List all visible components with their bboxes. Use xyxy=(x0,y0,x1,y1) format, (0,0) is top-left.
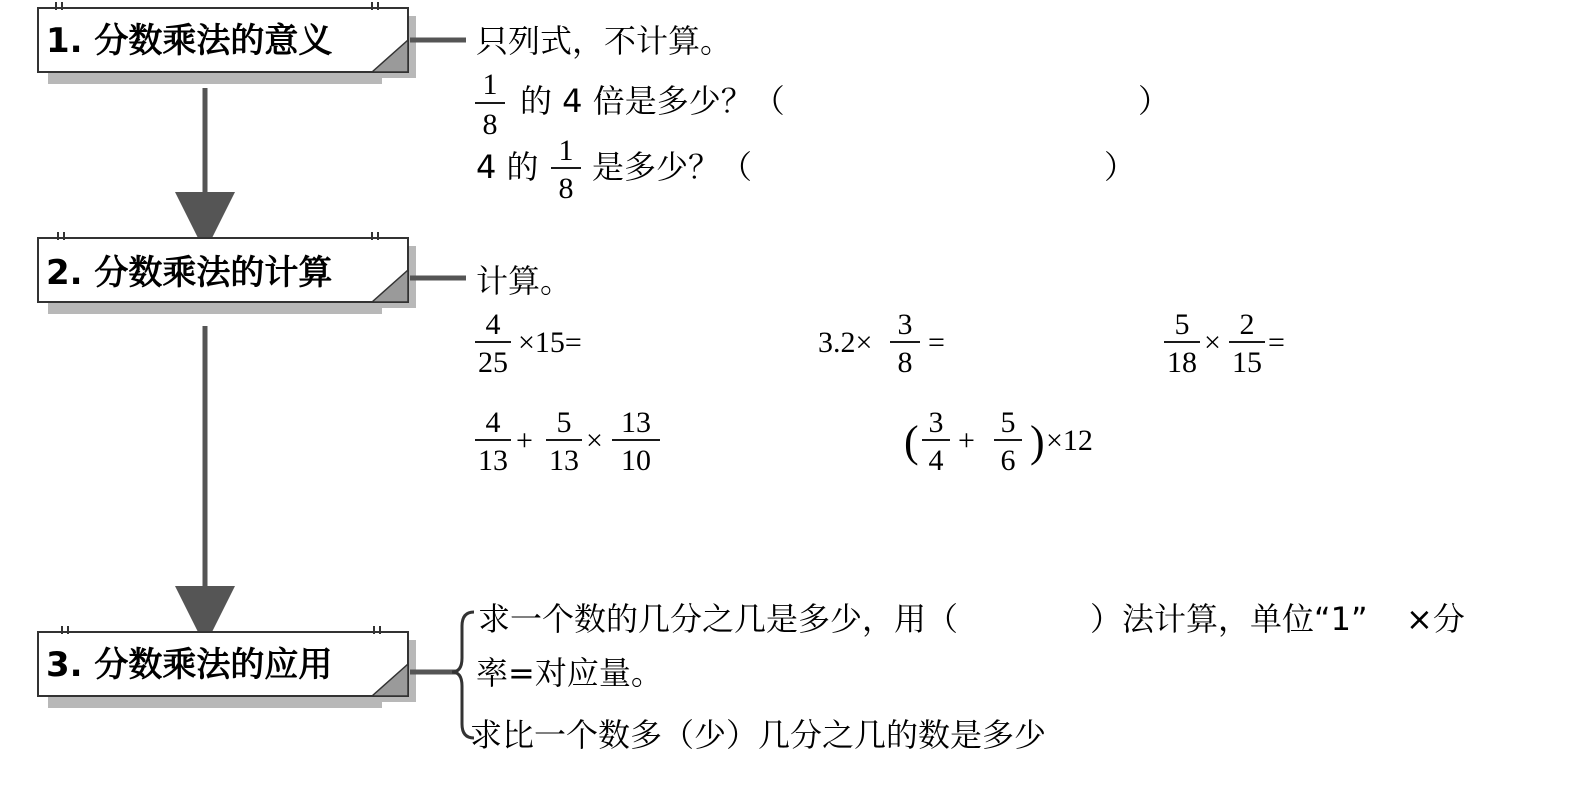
problem-5 xyxy=(904,406,1093,477)
p5-rparen: ) xyxy=(1030,417,1045,466)
p3-op: × xyxy=(1204,326,1221,359)
section-2-instruction: 计算。 xyxy=(476,262,573,300)
section-3-title: 3. 分数乘法的应用 xyxy=(46,645,333,685)
p4-n2: 5 xyxy=(556,406,572,439)
p1-num: 4 xyxy=(485,308,501,341)
application-line-2: 率=对应量。 xyxy=(476,654,663,692)
q2-frac-den: 8 xyxy=(558,172,574,205)
p4-n3: 13 xyxy=(621,406,651,439)
application-line-3: 求比一个数多（少）几分之几的数是多少 xyxy=(470,716,1047,754)
p5-n2: 5 xyxy=(1000,406,1016,439)
p3-rest: = xyxy=(1268,326,1285,359)
p3-n1: 5 xyxy=(1174,308,1190,341)
application-line-1b: ）法计算，单位“1” xyxy=(1090,600,1368,638)
p5-d2: 6 xyxy=(1000,444,1016,477)
application-line-1c: ×分 xyxy=(1406,600,1465,638)
p4-d1: 13 xyxy=(478,444,508,477)
q1-text: 的 4 倍是多少？（ xyxy=(520,82,785,120)
p2-rest: = xyxy=(928,326,945,359)
problem-1 xyxy=(475,308,582,379)
section-2-title: 2. 分数乘法的计算 xyxy=(46,253,333,293)
p4-n1: 4 xyxy=(485,406,501,439)
p5-rest: ×12 xyxy=(1046,424,1093,457)
p5-d1: 4 xyxy=(928,444,944,477)
question-2 xyxy=(476,134,1136,205)
q1-frac-num: 1 xyxy=(482,68,498,101)
q2-close-paren: ） xyxy=(1104,148,1137,186)
p4-op2: × xyxy=(586,424,603,457)
problem-2 xyxy=(818,308,945,379)
section-card-1 xyxy=(38,2,416,84)
p3-n2: 2 xyxy=(1239,308,1255,341)
p4-d2: 13 xyxy=(549,444,579,477)
q1-frac-den: 8 xyxy=(482,108,498,141)
p5-n1: 3 xyxy=(928,406,944,439)
section-1-title: 1. 分数乘法的意义 xyxy=(46,21,333,61)
p2-den: 8 xyxy=(897,346,913,379)
p3-d1: 18 xyxy=(1167,346,1197,379)
p3-d2: 15 xyxy=(1232,346,1262,379)
section-1-instruction: 只列式，不计算。 xyxy=(476,22,733,60)
q1-close-paren: ） xyxy=(1138,82,1171,120)
question-1 xyxy=(475,68,1170,141)
q2-text: 是多少？（ xyxy=(592,148,753,186)
p2-num: 3 xyxy=(897,308,913,341)
problem-4 xyxy=(475,406,660,477)
section-card-3 xyxy=(38,626,416,708)
problem-3 xyxy=(1164,308,1285,379)
application-line-1a: 求一个数的几分之几是多少，用（ xyxy=(478,600,959,638)
p1-rest: ×15= xyxy=(518,326,582,359)
p2-pre: 3.2× xyxy=(818,326,873,359)
p4-op1: + xyxy=(516,424,533,457)
p1-den: 25 xyxy=(478,346,508,379)
q2-frac-num: 1 xyxy=(558,134,574,167)
p5-op: + xyxy=(958,424,975,457)
p4-d3: 10 xyxy=(621,444,651,477)
p5-lparen: ( xyxy=(904,417,919,466)
q2-pre: 4 的 xyxy=(476,148,539,186)
section-card-2 xyxy=(38,232,416,314)
